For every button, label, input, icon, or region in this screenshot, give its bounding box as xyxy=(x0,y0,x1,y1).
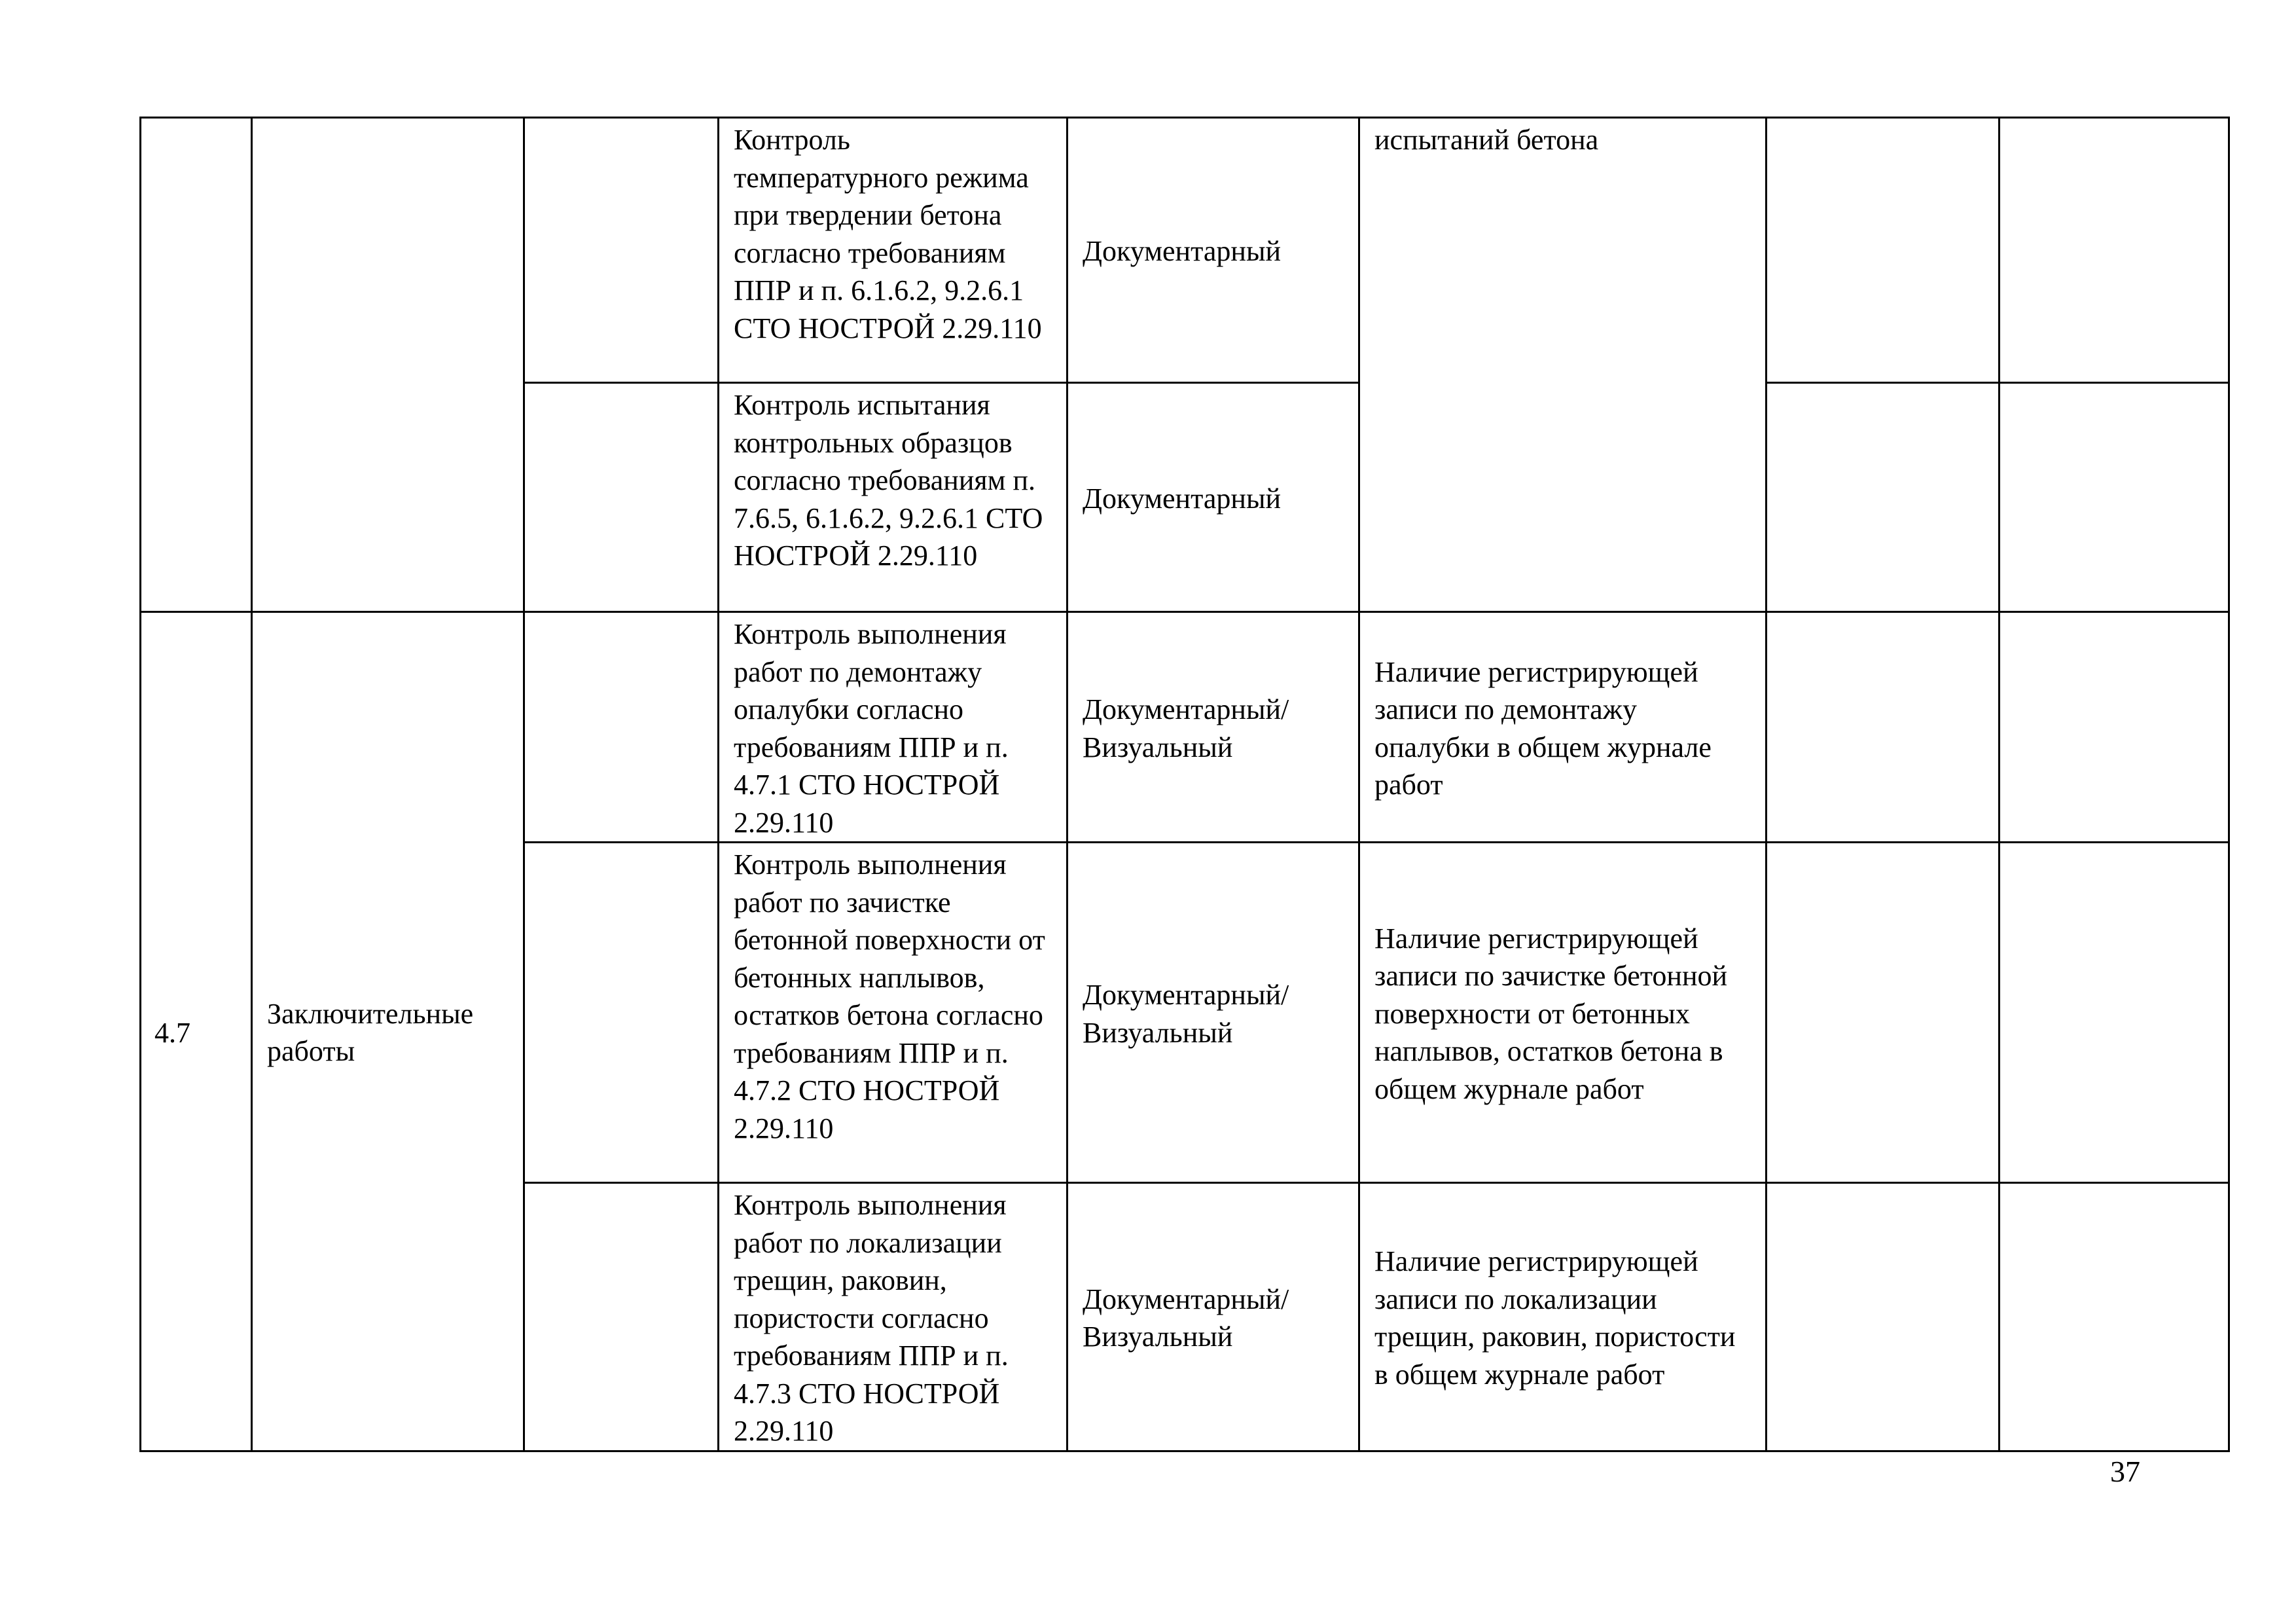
cell-method: Документарный xyxy=(1067,118,1359,383)
cell-stage: Заключительные работы xyxy=(252,612,524,1451)
cell-control: Контроль выполнения работ по локализации трещин, раковин, пористости согласно требованиям ППР и п. 4.7.3 СТО НОСТРОЙ 2.29.110 xyxy=(719,1183,1067,1451)
cell-result: Наличие регистрирующей записи по зачистке бетонной поверхности от бетонных наплывов, остатков бетона в общем журнале работ xyxy=(1359,843,1767,1183)
cell-method: Документарный/ Визуальный xyxy=(1067,612,1359,843)
cell-blank xyxy=(1767,118,2000,383)
cell-blank xyxy=(2000,843,2229,1183)
table-row xyxy=(141,118,2229,383)
cell-blank xyxy=(1767,1183,2000,1451)
cell-control: Контроль выполнения работ по демонтажу опалубки согласно требованиям ППР и п. 4.7.1 СТО НОСТРОЙ 2.29.110 xyxy=(719,612,1067,843)
cell-stage-empty xyxy=(252,118,524,612)
cell-control: Контроль выполнения работ по зачистке бетонной поверхности от бетонных наплывов, остатков бетона согласно требованиям ППР и п. 4.7.2 СТО НОСТРОЙ 2.29.110 xyxy=(719,843,1067,1183)
cell-num-empty xyxy=(141,118,252,612)
cell-blank xyxy=(2000,383,2229,612)
control-table xyxy=(139,117,2230,1452)
cell-blank xyxy=(2000,1183,2229,1451)
table-row xyxy=(141,612,2229,843)
cell-blank xyxy=(1767,612,2000,843)
cell-num: 4.7 xyxy=(141,612,252,1451)
cell-blank xyxy=(1767,843,2000,1183)
cell-blank xyxy=(524,612,719,843)
cell-blank xyxy=(524,1183,719,1451)
cell-blank xyxy=(524,118,719,383)
cell-method: Документарный/ Визуальный xyxy=(1067,843,1359,1183)
cell-control: Контроль испытания контрольных образцов согласно требованиям п. 7.6.5, 6.1.6.2, 9.2.6.1 СТО НОСТРОЙ 2.29.110 xyxy=(719,383,1067,612)
cell-blank xyxy=(524,383,719,612)
cell-control: Контроль температурного режима при твердении бетона согласно требованиям ППР и п. 6.1.6.2, 9.2.6.1 СТО НОСТРОЙ 2.29.110 xyxy=(719,118,1067,383)
cell-blank xyxy=(524,843,719,1183)
cell-result: Наличие регистрирующей записи по демонтажу опалубки в общем журнале работ xyxy=(1359,612,1767,843)
cell-blank xyxy=(2000,118,2229,383)
cell-blank xyxy=(2000,612,2229,843)
cell-result: испытаний бетона xyxy=(1359,118,1767,612)
cell-result: Наличие регистрирующей записи по локализации трещин, раковин, пористости в общем журнале работ xyxy=(1359,1183,1767,1451)
page-number: 37 xyxy=(2110,1455,2140,1488)
cell-blank xyxy=(1767,383,2000,612)
cell-method: Документарный/ Визуальный xyxy=(1067,1183,1359,1451)
cell-method: Документарный xyxy=(1067,383,1359,612)
